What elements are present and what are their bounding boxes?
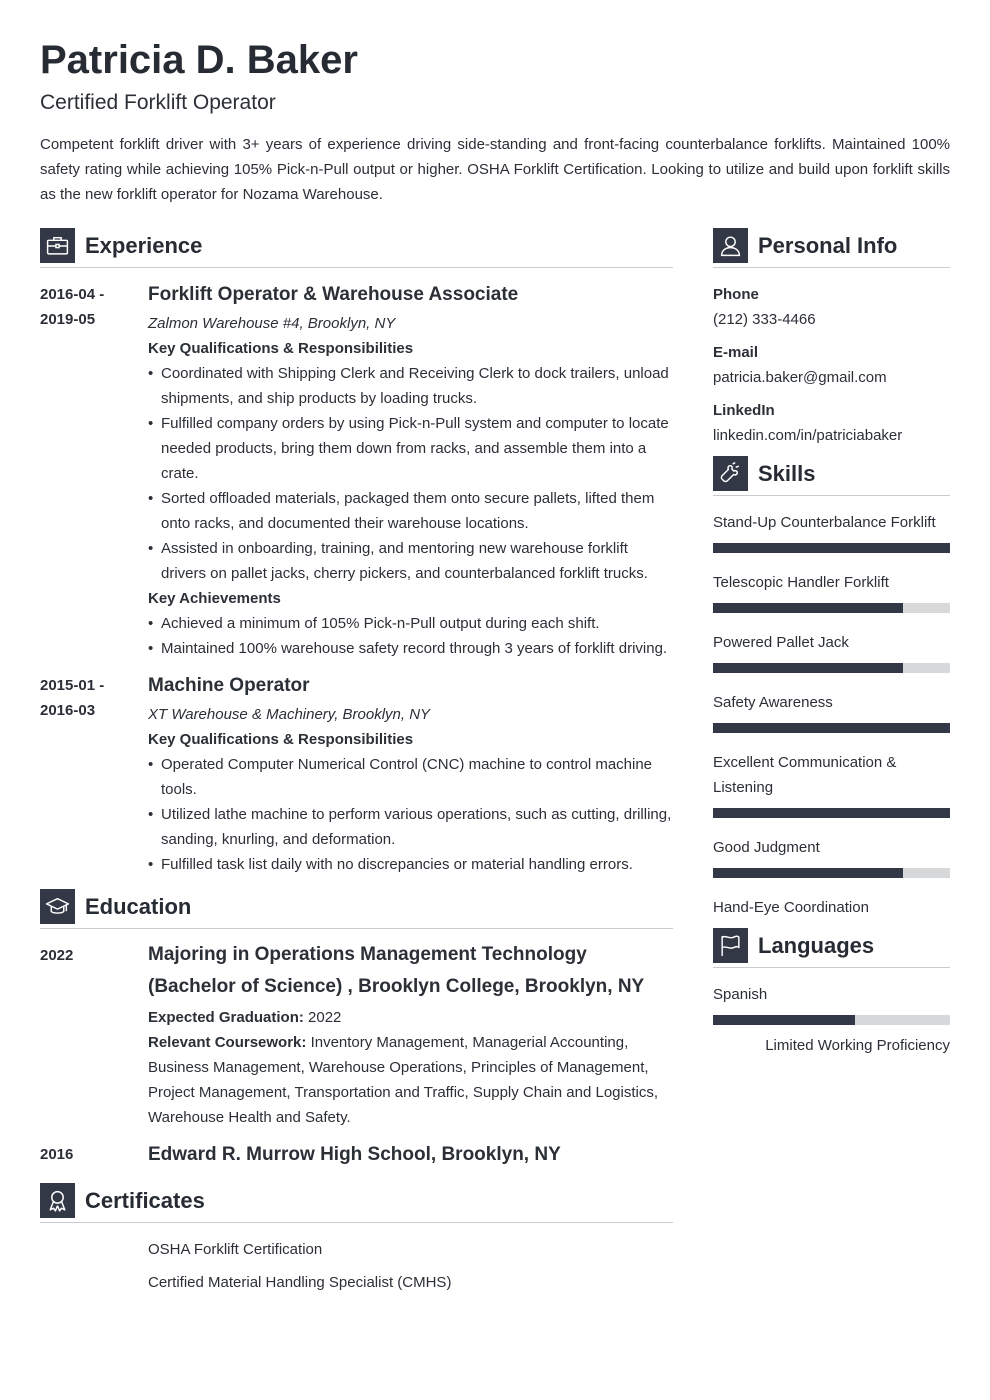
coursework-line — [148, 1030, 673, 1130]
company-name: XT Warehouse & Machinery, Brooklyn, NY — [148, 706, 431, 723]
job-title: Forklift Operator & Warehouse Associate — [148, 284, 519, 305]
linkedin-value[interactable]: linkedin.com/in/patriciabaker — [713, 427, 903, 444]
experience-title: Experience — [85, 232, 203, 258]
skill-bar-fill — [713, 808, 950, 818]
candidate-name: Patricia D. Baker — [40, 38, 358, 82]
skill-item — [713, 570, 950, 613]
entry-body — [148, 943, 673, 1130]
skill-name: Excellent Communication & Listening — [713, 754, 897, 796]
skill-item — [713, 895, 950, 920]
entry-date: 2016 — [40, 1146, 74, 1163]
list-item: • Operated Computer Numerical Control (CNC) machine to control machine tools. — [148, 752, 673, 802]
skill-bar — [713, 723, 950, 733]
skill-item — [713, 690, 950, 733]
entry-body — [148, 282, 673, 661]
graduation-label: Expected Graduation: — [148, 1009, 304, 1026]
entry-date — [40, 673, 148, 877]
skill-item — [713, 630, 950, 673]
skill-bar — [713, 543, 950, 553]
skill-bar-fill — [713, 603, 903, 613]
responsibilities-list — [148, 752, 673, 877]
languages-header — [713, 928, 950, 968]
list-item: • Sorted offloaded materials, packaged them onto secure pallets, lifted them onto racks, and documented their warehouse locations. — [148, 486, 673, 536]
entry-date — [40, 282, 148, 661]
skills-header — [713, 456, 950, 496]
flag-icon — [713, 928, 748, 963]
date-end: 2019-05 — [40, 311, 96, 328]
certificates-section — [40, 1183, 673, 1295]
linkedin-label: LinkedIn — [713, 402, 775, 419]
date-start: 2016-04 - — [40, 286, 105, 303]
skill-name: Telescopic Handler Forklift — [713, 574, 889, 591]
graduation-cap-icon — [40, 889, 75, 924]
school-title: Edward R. Murrow High School, Brooklyn, NY — [148, 1144, 561, 1165]
education-header — [40, 889, 673, 929]
education-entry — [40, 943, 673, 1130]
phone-label: Phone — [713, 286, 759, 303]
skill-bar-fill — [713, 663, 903, 673]
briefcase-icon — [40, 228, 75, 263]
skill-bar — [713, 868, 950, 878]
achievements-label: Key Achievements — [148, 590, 281, 607]
list-item: OSHA Forklift Certification — [148, 1241, 323, 1258]
responsibilities-label: Key Qualifications & Responsibilities — [148, 340, 414, 357]
list-item: • Achieved a minimum of 105% Pick-n-Pull output during each shift. — [148, 611, 673, 636]
company-name: Zalmon Warehouse #4, Brooklyn, NY — [148, 315, 396, 332]
list-item: Certified Material Handling Specialist (CMHS) — [148, 1274, 452, 1291]
list-item: • Fulfilled company orders by using Pick-n-Pull system and computer to locate needed products, bring them down from racks, and assemble them into a crate. — [148, 411, 673, 486]
skill-bar-fill — [713, 868, 903, 878]
certificates-title: Certificates — [85, 1187, 205, 1213]
entry-date: 2022 — [40, 947, 74, 964]
phone-value: (212) 333-4466 — [713, 311, 816, 328]
languages-title: Languages — [758, 932, 875, 958]
personal-info-section — [713, 228, 950, 448]
entry-body — [148, 673, 673, 877]
skill-bar — [713, 808, 950, 818]
skill-bar-fill — [713, 543, 950, 553]
coursework-label: Relevant Coursework: — [148, 1034, 307, 1051]
languages-section — [713, 928, 950, 1058]
language-bar — [713, 1015, 950, 1025]
language-name: Spanish — [713, 986, 768, 1003]
language-bar-fill — [713, 1015, 855, 1025]
summary-paragraph: Competent forklift driver with 3+ years of experience driving side-standing and front-facing counterbalance forklifts. Maintained 100% safety rating while achieving 105% Pick-n-Pull output or higher. OSHA Forklift Certification. Looking to utilize and build upon forklift skills as the new forklift operator for Nozama Warehouse. — [40, 136, 950, 203]
sidebar-column — [713, 228, 950, 1058]
responsibilities-list — [148, 361, 673, 586]
experience-entry — [40, 282, 673, 661]
skill-name: Safety Awareness — [713, 694, 833, 711]
graduation-line — [148, 1005, 673, 1030]
education-section — [40, 889, 673, 1171]
date-end: 2016-03 — [40, 702, 96, 719]
skill-bar-fill — [713, 723, 950, 733]
personal-info-title: Personal Info — [758, 232, 898, 258]
job-title: Machine Operator — [148, 675, 310, 696]
candidate-title: Certified Forklift Operator — [40, 91, 276, 114]
experience-section — [40, 228, 673, 877]
language-item — [713, 982, 950, 1058]
date-start: 2015-01 - — [40, 677, 105, 694]
coursework-value: Inventory Management, Managerial Accounting, Business Management, Warehouse Operations, Principles of Management, Project Management, Transportation and Traffic, Supply Chain and Logistics, Warehouse Health and Safety. — [148, 1034, 659, 1126]
responsibilities-label: Key Qualifications & Responsibilities — [148, 731, 414, 748]
skills-section — [713, 456, 950, 920]
certificates-header — [40, 1183, 673, 1223]
skill-item — [713, 750, 950, 818]
list-item: • Maintained 100% warehouse safety record through 3 years of forklift driving. — [148, 636, 673, 661]
skill-name: Hand-Eye Coordination — [713, 899, 869, 916]
skill-name: Stand-Up Counterbalance Forklift — [713, 514, 936, 531]
email-value[interactable]: patricia.baker@gmail.com — [713, 369, 887, 386]
skill-item — [713, 510, 950, 553]
skill-bar — [713, 603, 950, 613]
personal-info-header — [713, 228, 950, 268]
language-proficiency: Limited Working Proficiency — [765, 1037, 950, 1054]
achievements-list — [148, 611, 673, 661]
skill-bar — [713, 663, 950, 673]
list-item: • Assisted in onboarding, training, and mentoring new warehouse forklift drivers on pallet jacks, cherry pickers, and counterbalanced forklift trucks. — [148, 536, 673, 586]
education-entry — [40, 1142, 673, 1171]
education-title: Education — [85, 893, 192, 919]
experience-header — [40, 228, 673, 268]
skill-name: Powered Pallet Jack — [713, 634, 849, 651]
award-ribbon-icon — [40, 1183, 75, 1218]
skills-title: Skills — [758, 460, 816, 486]
main-column — [40, 228, 673, 1303]
certificates-list — [40, 1237, 673, 1295]
skill-name: Good Judgment — [713, 839, 820, 856]
list-item: • Coordinated with Shipping Clerk and Receiving Clerk to dock trailers, unload shipments, and ship products by loading trucks. — [148, 361, 673, 411]
degree-title: Majoring in Operations Management Technology (Bachelor of Science) , Brooklyn College, Brooklyn, NY — [148, 944, 645, 997]
list-item: • Utilized lathe machine to perform various operations, such as cutting, drilling, sanding, knurling, and deformation. — [148, 802, 673, 852]
experience-entry — [40, 673, 673, 877]
list-item: • Fulfilled task list daily with no discrepancies or material handling errors. — [148, 852, 673, 877]
puzzle-icon — [713, 456, 748, 491]
entry-body — [148, 1142, 673, 1171]
resume-header — [40, 36, 950, 207]
person-icon — [713, 228, 748, 263]
skill-item — [713, 835, 950, 878]
email-label: E-mail — [713, 344, 759, 361]
graduation-value: 2022 — [308, 1009, 342, 1026]
